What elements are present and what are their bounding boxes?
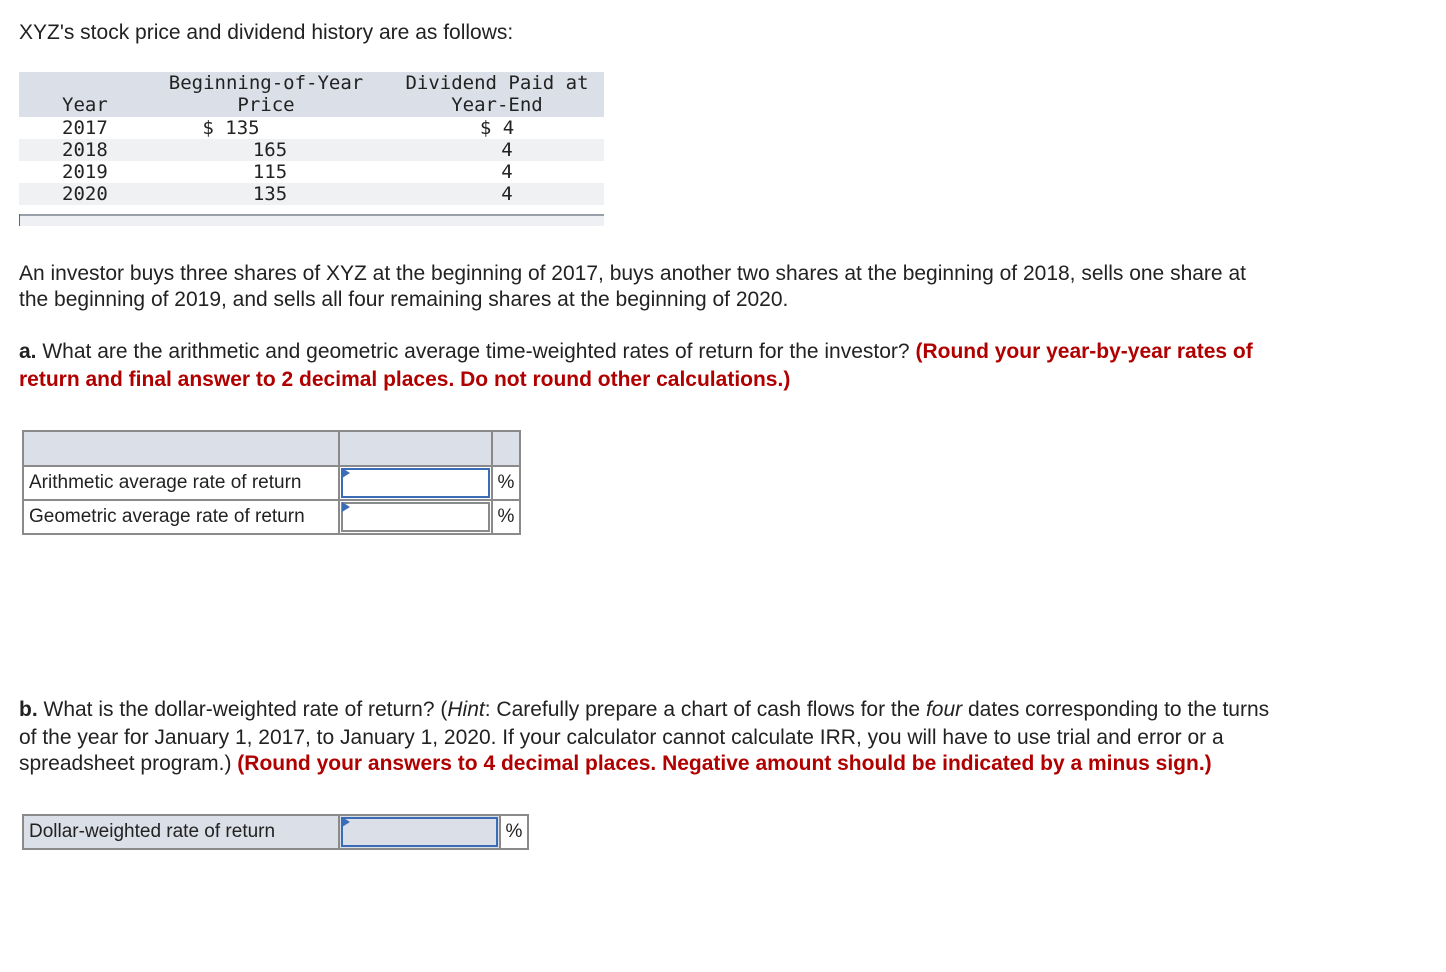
part-b-text: dates corresponding to the turns <box>962 698 1270 721</box>
scenario-line2: the beginning of 2019, and sells all four remaining shares at the beginning of 2020. <box>19 288 789 311</box>
table-scroll-bar <box>19 214 604 226</box>
part-a-question <box>19 339 1419 365</box>
dollar-weighted-input[interactable] <box>339 815 500 849</box>
hint-label: Hint <box>447 698 485 721</box>
part-b-question-line2: of the year for January 1, 2017, to January 1, 2020. If your calculator cannot calculate IRR, you will have to use trial and error or a <box>19 726 1224 749</box>
input-marker-icon <box>342 502 350 512</box>
year-cell: 2017 <box>62 117 108 139</box>
part-b-question-line3 <box>19 751 1212 777</box>
part-a-answer-table <box>22 430 521 535</box>
dividend-cell: 4 <box>501 183 513 205</box>
part-b-text: : Carefully prepare a chart of cash flows for the <box>484 698 926 721</box>
dividend-cell: 4 <box>501 161 513 183</box>
year-cell: 2019 <box>62 161 108 183</box>
price-cell: $ 135 <box>202 117 260 139</box>
part-b-question-line1 <box>19 697 1439 723</box>
year-cell: 2018 <box>62 139 108 161</box>
table-row <box>19 183 604 205</box>
table-row <box>19 139 604 161</box>
geometric-average-label: Geometric average rate of return <box>23 500 339 534</box>
arithmetic-average-label: Arithmetic average rate of return <box>23 466 339 500</box>
price-header-line2: Price <box>237 94 295 116</box>
input-marker-icon <box>342 468 350 478</box>
table-row <box>19 117 604 139</box>
scenario-line1: An investor buys three shares of XYZ at the beginning of 2017, buys another two shares at the beginning of 2018, sells one share at <box>19 262 1246 285</box>
header-cell <box>339 431 492 466</box>
price-cell: 165 <box>252 139 288 161</box>
part-a-instruction-line2: return and final answer to 2 decimal places. Do not round other calculations.) <box>19 368 791 391</box>
percent-unit: % <box>500 815 528 849</box>
answer-row-arithmetic <box>23 466 520 500</box>
input-box[interactable] <box>341 817 498 847</box>
part-a-instruction-line1: (Round your year-by-year rates of <box>915 340 1253 363</box>
percent-unit: % <box>492 500 520 534</box>
table-edge-divider <box>19 214 20 226</box>
table-row <box>19 161 604 183</box>
answer-table-header <box>23 431 520 466</box>
part-b-answer-table <box>22 814 529 850</box>
part-b-text: What is the dollar-weighted rate of return? ( <box>37 698 448 721</box>
input-box[interactable] <box>341 468 490 498</box>
answer-row-geometric <box>23 500 520 534</box>
part-a-question-text: What are the arithmetic and geometric average time-weighted rates of return for the investor? <box>36 340 916 363</box>
header-cell <box>492 431 520 466</box>
dividend-header-line2: Year-End <box>451 94 543 116</box>
price-header-line1: Beginning-of-Year <box>168 72 364 94</box>
input-box[interactable] <box>341 502 490 532</box>
part-b-label: b. <box>19 698 38 721</box>
dividend-cell: $ 4 <box>479 117 515 139</box>
part-b-text: spreadsheet program.) <box>19 752 238 775</box>
intro-text: XYZ's stock price and dividend history are as follows: <box>19 21 514 44</box>
geometric-average-input[interactable] <box>339 500 492 534</box>
dollar-weighted-label: Dollar-weighted rate of return <box>23 815 339 849</box>
part-b-instruction: (Round your answers to 4 decimal places. Negative amount should be indicated by a minus sign.) <box>237 752 1212 775</box>
percent-unit: % <box>492 466 520 500</box>
input-marker-icon <box>342 817 350 827</box>
price-cell: 135 <box>252 183 288 205</box>
year-cell: 2020 <box>62 183 108 205</box>
stock-history-table <box>19 72 604 205</box>
answer-row-dollar-weighted <box>23 815 528 849</box>
price-cell: 115 <box>252 161 288 183</box>
year-header: Year <box>62 94 108 116</box>
dividend-header-line1: Dividend Paid at <box>405 72 589 94</box>
four-emphasis: four <box>925 698 963 721</box>
part-a-label: a. <box>19 340 37 363</box>
header-cell <box>23 431 339 466</box>
dividend-cell: 4 <box>501 139 513 161</box>
arithmetic-average-input[interactable] <box>339 466 492 500</box>
table-header <box>19 72 604 117</box>
